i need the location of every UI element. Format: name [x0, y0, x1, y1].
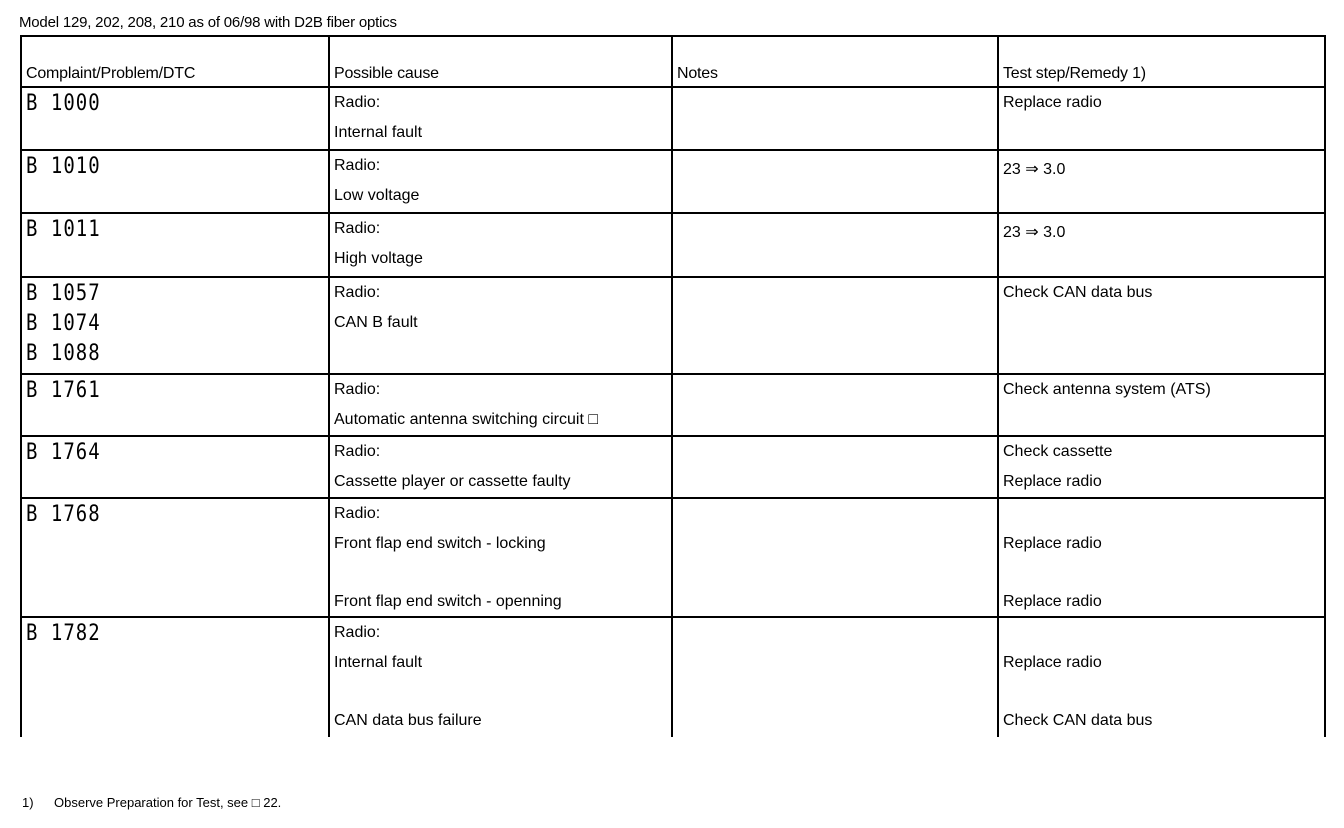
cause-cell	[330, 499, 673, 616]
dtc-code: B 1088	[26, 340, 101, 366]
remedy-line: Check CAN data bus	[1003, 284, 1153, 301]
dtc-code: B 1761	[26, 377, 101, 403]
remedy-cell	[999, 214, 1320, 276]
remedy-line: Replace radio	[1003, 535, 1102, 552]
cause-cell	[330, 618, 673, 737]
cause-line: Radio:	[334, 220, 381, 237]
table-row	[22, 278, 1324, 375]
dtc-code-cell	[22, 499, 330, 616]
dtc-table	[20, 35, 1326, 737]
remedy-cell	[999, 278, 1320, 373]
cause-cell	[330, 214, 673, 276]
cause-line: Radio:	[334, 94, 381, 111]
dtc-code: B 1764	[26, 439, 101, 465]
dtc-code: B 1010	[26, 153, 101, 179]
remedy-line: Replace radio	[1003, 473, 1102, 490]
remedy-line: Replace radio	[1003, 654, 1102, 671]
footnote-number: 1)	[22, 795, 34, 810]
notes-cell	[673, 278, 999, 373]
table-row	[22, 88, 1324, 151]
notes-cell	[673, 88, 999, 149]
footnote	[22, 795, 281, 810]
dtc-code-cell	[22, 214, 330, 276]
dtc-code: B 1768	[26, 501, 101, 527]
remedy-cell	[999, 618, 1320, 737]
dtc-code-cell	[22, 88, 330, 149]
cause-line: CAN data bus failure	[334, 712, 482, 729]
cause-cell	[330, 437, 673, 497]
remedy-cell	[999, 375, 1320, 435]
notes-cell	[673, 618, 999, 737]
remedy-line: Check antenna system (ATS)	[1003, 381, 1211, 398]
remedy-line: Replace radio	[1003, 94, 1102, 111]
notes-cell	[673, 375, 999, 435]
table-row	[22, 618, 1324, 737]
dtc-code-cell	[22, 151, 330, 212]
table-row	[22, 437, 1324, 499]
cause-line: Front flap end switch - locking	[334, 535, 546, 552]
remedy-cell	[999, 437, 1320, 497]
dtc-code-cell	[22, 437, 330, 497]
cause-line: Radio:	[334, 284, 381, 301]
cause-line: Low voltage	[334, 187, 420, 204]
dtc-code-cell	[22, 375, 330, 435]
footnote-text: Observe Preparation for Test, see □ 22.	[54, 795, 282, 810]
header-remedy: Test step/Remedy 1)	[1003, 65, 1146, 82]
header-complaint: Complaint/Problem/DTC	[22, 37, 330, 86]
table-header-row	[22, 37, 1324, 88]
cause-line: High voltage	[334, 250, 423, 267]
cause-line: Radio:	[334, 505, 381, 522]
cause-cell	[330, 151, 673, 212]
cause-line: Radio:	[334, 443, 381, 460]
table-row	[22, 375, 1324, 437]
header-cause: Possible cause	[330, 37, 673, 86]
cause-line: Radio:	[334, 624, 381, 641]
remedy-line: Replace radio	[1003, 593, 1102, 610]
cause-cell	[330, 88, 673, 149]
dtc-code: B 1057	[26, 280, 101, 306]
notes-cell	[673, 437, 999, 497]
cause-line: Internal fault	[334, 124, 423, 141]
remedy-line: Check CAN data bus	[1003, 712, 1153, 729]
table-row	[22, 499, 1324, 618]
cause-line: CAN B fault	[334, 314, 418, 331]
dtc-code-cell	[22, 278, 330, 373]
cause-line: Radio:	[334, 157, 381, 174]
dtc-code: B 1011	[26, 216, 101, 242]
dtc-code-cell	[22, 618, 330, 737]
remedy-line: 23 ⇒ 3.0	[1003, 161, 1066, 178]
cause-line: Radio:	[334, 381, 381, 398]
cause-cell	[330, 375, 673, 435]
table-row	[22, 151, 1324, 214]
notes-cell	[673, 151, 999, 212]
remedy-cell	[999, 499, 1320, 616]
remedy-cell	[999, 151, 1320, 212]
remedy-line: 23 ⇒ 3.0	[1003, 224, 1066, 241]
notes-cell	[673, 214, 999, 276]
cause-line: Automatic antenna switching circuit □	[334, 411, 599, 428]
dtc-code: B 1000	[26, 90, 101, 116]
table-row	[22, 214, 1324, 278]
dtc-code: B 1074	[26, 310, 101, 336]
cause-line: Internal fault	[334, 654, 423, 671]
cause-line: Cassette player or cassette faulty	[334, 473, 571, 490]
header-notes: Notes	[673, 37, 999, 86]
cause-line: Front flap end switch - openning	[334, 593, 562, 610]
dtc-code: B 1782	[26, 620, 101, 646]
notes-cell	[673, 499, 999, 616]
page-title: Model 129, 202, 208, 210 as of 06/98 with D2B fiber optics	[19, 14, 397, 31]
remedy-line: Check cassette	[1003, 443, 1113, 460]
cause-cell	[330, 278, 673, 373]
remedy-cell	[999, 88, 1320, 149]
